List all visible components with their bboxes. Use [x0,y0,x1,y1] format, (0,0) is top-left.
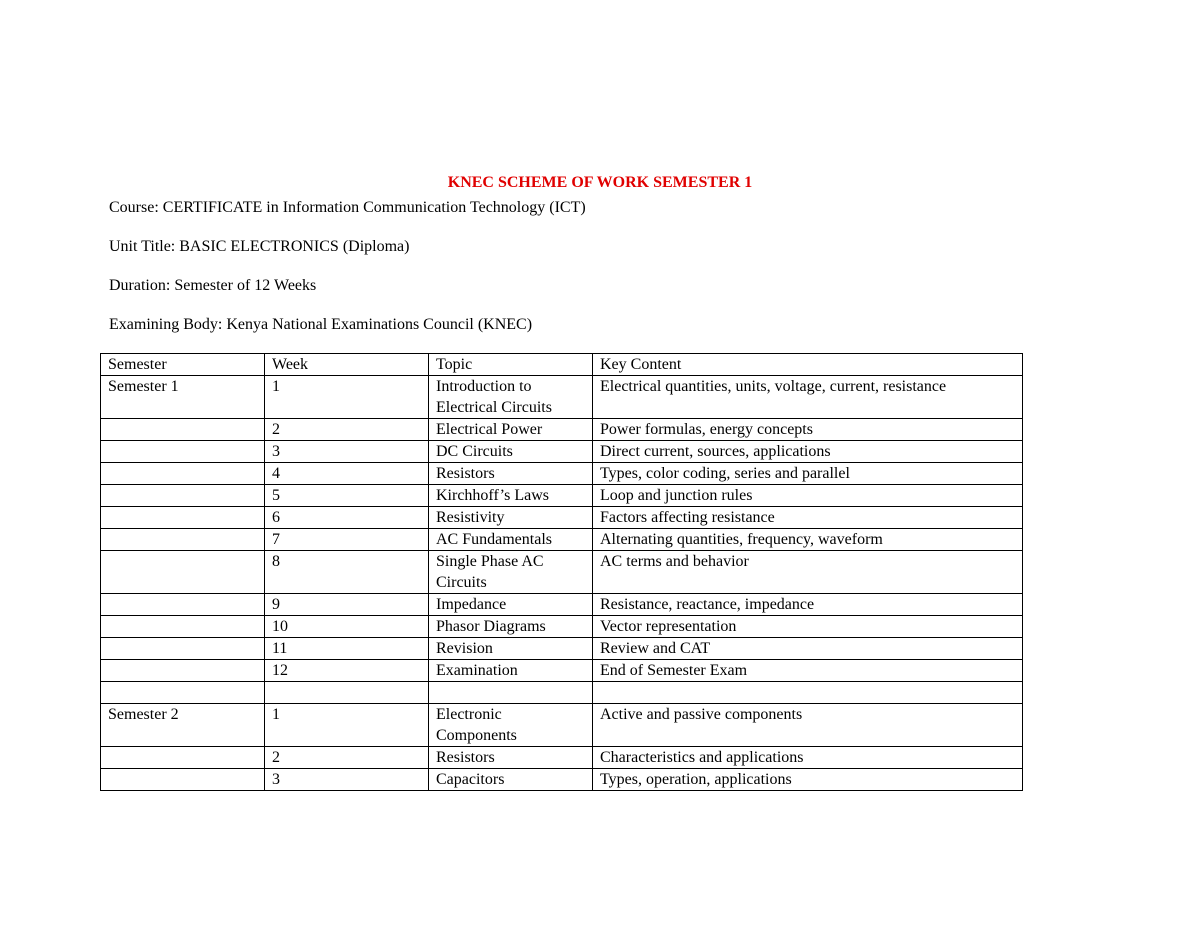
cell-semester [101,463,265,485]
table-row [101,682,1023,704]
header-key-content: Key Content [593,354,1023,376]
cell-week: 10 [265,616,429,638]
scheme-table-body [101,354,1023,791]
table-row [101,529,1023,551]
cell-semester [101,638,265,660]
cell-week: 12 [265,660,429,682]
header-week: Week [265,354,429,376]
cell-key-content: Alternating quantities, frequency, waveform [593,529,1023,551]
cell-key-content: Review and CAT [593,638,1023,660]
table-row [101,485,1023,507]
cell-week: 2 [265,419,429,441]
cell-key-content: Loop and junction rules [593,485,1023,507]
cell-topic: AC Fundamentals [429,529,593,551]
cell-week: 1 [265,376,429,419]
cell-topic: Revision [429,638,593,660]
cell-topic: Introduction to Electrical Circuits [429,376,593,419]
cell-semester [101,616,265,638]
cell-week: 2 [265,747,429,769]
cell-key-content: Types, operation, applications [593,769,1023,791]
cell-semester [101,529,265,551]
table-row [101,551,1023,594]
table-header-row [101,354,1023,376]
cell-week: 8 [265,551,429,594]
cell-topic: Examination [429,660,593,682]
cell-week: 3 [265,769,429,791]
cell-key-content: Electrical quantities, units, voltage, current, resistance [593,376,1023,419]
table-row [101,419,1023,441]
table-row [101,441,1023,463]
cell-key-content: End of Semester Exam [593,660,1023,682]
cell-topic: Kirchhoff’s Laws [429,485,593,507]
cell-semester: Semester 2 [101,704,265,747]
header-topic: Topic [429,354,593,376]
cell-week: 7 [265,529,429,551]
table-row [101,376,1023,419]
cell-semester [101,660,265,682]
cell-semester [101,507,265,529]
cell-key-content: Direct current, sources, applications [593,441,1023,463]
course-line: Course: CERTIFICATE in Information Communication Technology (ICT) [109,199,586,216]
cell-semester [101,594,265,616]
header-semester: Semester [101,354,265,376]
unit-title-line: Unit Title: BASIC ELECTRONICS (Diploma) [109,238,410,255]
cell-week: 6 [265,507,429,529]
table-row [101,704,1023,747]
cell-semester [101,485,265,507]
cell-topic: Phasor Diagrams [429,616,593,638]
cell-topic: Resistivity [429,507,593,529]
cell-topic: Electronic Components [429,704,593,747]
cell-semester [101,682,265,704]
cell-key-content: Vector representation [593,616,1023,638]
table-row [101,463,1023,485]
cell-topic: Resistors [429,463,593,485]
cell-semester: Semester 1 [101,376,265,419]
table-row [101,769,1023,791]
duration-line: Duration: Semester of 12 Weeks [109,277,317,294]
cell-topic: Electrical Power [429,419,593,441]
cell-week: 11 [265,638,429,660]
scheme-table [100,353,1023,791]
table-row [101,616,1023,638]
table-row [101,594,1023,616]
cell-semester [101,769,265,791]
cell-topic: Capacitors [429,769,593,791]
cell-key-content: Characteristics and applications [593,747,1023,769]
cell-key-content: Active and passive components [593,704,1023,747]
cell-topic: Impedance [429,594,593,616]
cell-semester [101,747,265,769]
cell-topic [429,682,593,704]
cell-semester [101,551,265,594]
table-row [101,747,1023,769]
table-row [101,660,1023,682]
table-row [101,638,1023,660]
cell-week: 1 [265,704,429,747]
cell-key-content: Resistance, reactance, impedance [593,594,1023,616]
cell-week [265,682,429,704]
examining-body-line: Examining Body: Kenya National Examinations Council (KNEC) [109,316,533,333]
cell-week: 9 [265,594,429,616]
cell-semester [101,419,265,441]
cell-key-content: Factors affecting resistance [593,507,1023,529]
cell-week: 5 [265,485,429,507]
cell-topic: DC Circuits [429,441,593,463]
page-title: KNEC SCHEME OF WORK SEMESTER 1 [447,174,753,191]
cell-topic: Resistors [429,747,593,769]
table-row [101,507,1023,529]
cell-key-content: AC terms and behavior [593,551,1023,594]
cell-key-content: Power formulas, energy concepts [593,419,1023,441]
cell-week: 4 [265,463,429,485]
cell-topic: Single Phase AC Circuits [429,551,593,594]
cell-key-content [593,682,1023,704]
cell-key-content: Types, color coding, series and parallel [593,463,1023,485]
cell-semester [101,441,265,463]
cell-week: 3 [265,441,429,463]
